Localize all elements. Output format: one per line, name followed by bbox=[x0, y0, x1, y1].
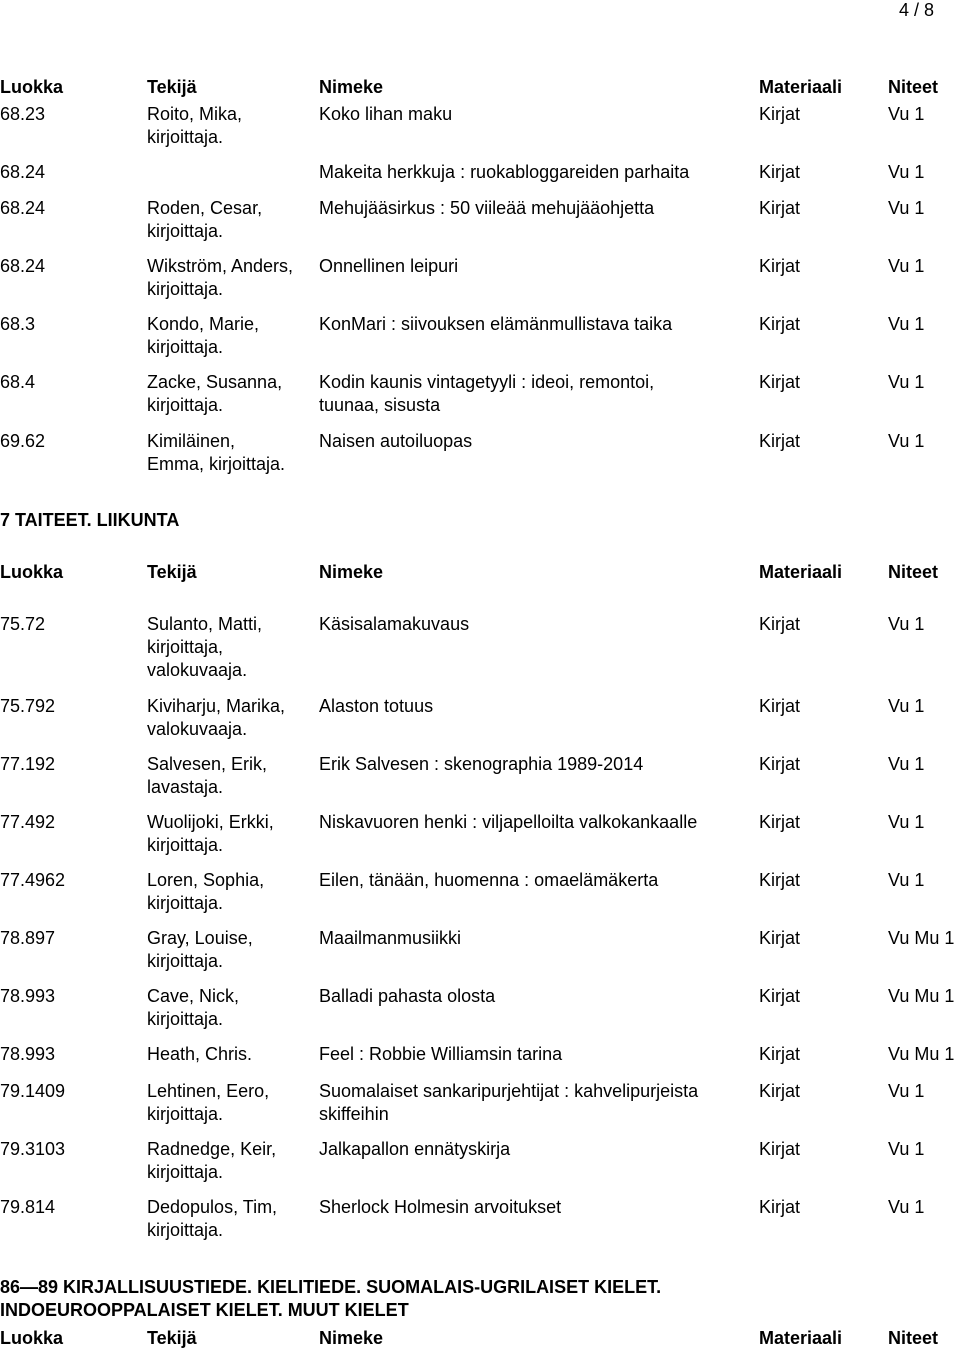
luokka-cell: 68.4 bbox=[0, 372, 36, 392]
materiaali-cell: Kirjat bbox=[759, 1139, 801, 1159]
materiaali-cell: Kirjat bbox=[759, 1044, 801, 1064]
materiaali-cell: Kirjat bbox=[759, 986, 801, 1006]
table-row bbox=[0, 811, 960, 859]
table-row bbox=[0, 613, 960, 683]
niteet-cell: Vu 1 bbox=[888, 812, 925, 832]
tekija-cell: Zacke, Susanna, bbox=[147, 372, 283, 392]
nimeke-cell: Naisen autoiluopas bbox=[319, 431, 473, 451]
tekija-cell: kirjoittaja. bbox=[147, 951, 224, 971]
materiaali-cell: Kirjat bbox=[759, 1081, 801, 1101]
niteet-cell: Vu 1 bbox=[888, 1139, 925, 1159]
tekija-cell: Wikström, Anders, bbox=[147, 256, 294, 276]
luokka-cell: 79.814 bbox=[0, 1197, 56, 1217]
nimeke-cell: KonMari : siivouksen elämänmullistava taika bbox=[319, 314, 673, 334]
tekija-cell: Cave, Nick, bbox=[147, 986, 240, 1006]
tekija-cell: Radnedge, Keir, bbox=[147, 1139, 277, 1159]
luokka-cell: 68.3 bbox=[0, 314, 36, 334]
nimeke-cell: Maailmanmusiikki bbox=[319, 928, 462, 948]
tekija-cell: Salvesen, Erik, bbox=[147, 754, 268, 774]
tekija-cell: kirjoittaja. bbox=[147, 1009, 224, 1029]
luokka-cell: 77.192 bbox=[0, 754, 56, 774]
niteet-cell: Vu Mu 1 bbox=[888, 1044, 955, 1064]
materiaali-cell: Kirjat bbox=[759, 104, 801, 124]
nimeke-cell: Koko lihan maku bbox=[319, 104, 453, 124]
tekija-cell: valokuvaaja. bbox=[147, 660, 248, 680]
header-niteet: Niteet bbox=[888, 77, 939, 97]
tekija-cell: kirjoittaja. bbox=[147, 127, 224, 147]
materiaali-cell: Kirjat bbox=[759, 198, 801, 218]
luokka-cell: 78.993 bbox=[0, 1044, 56, 1064]
tekija-cell: Roito, Mika, bbox=[147, 104, 243, 124]
nimeke-cell: Jalkapallon ennätyskirja bbox=[319, 1139, 511, 1159]
header-luokka: Luokka bbox=[0, 562, 64, 582]
section-title: 7 TAITEET. LIIKUNTA bbox=[0, 510, 180, 530]
tekija-cell: kirjoittaja. bbox=[147, 1162, 224, 1182]
tekija-cell: Kimiläinen, bbox=[147, 431, 236, 451]
header-tekija: Tekijä bbox=[147, 77, 197, 97]
table-row bbox=[0, 1043, 960, 1069]
tekija-cell: Kondo, Marie, bbox=[147, 314, 260, 334]
section-title: 86—89 KIRJALLISUUSTIEDE. KIELITIEDE. SUOMALAIS-UGRILAISET KIELET. bbox=[0, 1277, 662, 1297]
niteet-cell: Vu 1 bbox=[888, 104, 925, 124]
materiaali-cell: Kirjat bbox=[759, 928, 801, 948]
table-row bbox=[0, 255, 960, 303]
materiaali-cell: Kirjat bbox=[759, 372, 801, 392]
table-row bbox=[0, 103, 960, 151]
luokka-cell: 69.62 bbox=[0, 431, 46, 451]
header-materiaali: Materiaali bbox=[759, 562, 843, 582]
nimeke-cell: Sherlock Holmesin arvoitukset bbox=[319, 1197, 562, 1217]
luokka-cell: 77.4962 bbox=[0, 870, 66, 890]
tekija-cell: kirjoittaja. bbox=[147, 835, 224, 855]
niteet-cell: Vu 1 bbox=[888, 256, 925, 276]
tekija-cell: kirjoittaja. bbox=[147, 221, 224, 241]
materiaali-cell: Kirjat bbox=[759, 431, 801, 451]
nimeke-cell: Käsisalamakuvaus bbox=[319, 614, 470, 634]
tekija-cell: Roden, Cesar, bbox=[147, 198, 263, 218]
table-row bbox=[0, 371, 960, 419]
luokka-cell: 68.24 bbox=[0, 162, 46, 182]
nimeke-cell: Onnellinen leipuri bbox=[319, 256, 459, 276]
niteet-cell: Vu 1 bbox=[888, 754, 925, 774]
tekija-cell: kirjoittaja. bbox=[147, 1104, 224, 1124]
table-row bbox=[0, 985, 960, 1033]
nimeke-cell: Erik Salvesen : skenographia 1989-2014 bbox=[319, 754, 644, 774]
luokka-cell: 79.1409 bbox=[0, 1081, 66, 1101]
tekija-cell: Heath, Chris. bbox=[147, 1044, 253, 1064]
niteet-cell: Vu 1 bbox=[888, 431, 925, 451]
header-nimeke: Nimeke bbox=[319, 562, 384, 582]
materiaali-cell: Kirjat bbox=[759, 614, 801, 634]
table-row bbox=[0, 1196, 960, 1244]
nimeke-cell: Feel : Robbie Williamsin tarina bbox=[319, 1044, 563, 1064]
header-tekija: Tekijä bbox=[147, 562, 197, 582]
niteet-cell: Vu 1 bbox=[888, 198, 925, 218]
nimeke-cell: Suomalaiset sankaripurjehtijat : kahvelipurjeista bbox=[319, 1081, 699, 1101]
nimeke-cell: Kodin kaunis vintagetyyli : ideoi, remontoi, bbox=[319, 372, 655, 392]
materiaali-cell: Kirjat bbox=[759, 314, 801, 334]
header-materiaali: Materiaali bbox=[759, 77, 843, 97]
header-niteet: Niteet bbox=[888, 1328, 939, 1348]
materiaali-cell: Kirjat bbox=[759, 754, 801, 774]
table-row bbox=[0, 313, 960, 361]
luokka-cell: 78.897 bbox=[0, 928, 56, 948]
nimeke-cell: Niskavuoren henki : viljapelloilta valkokankaalle bbox=[319, 812, 698, 832]
header-luokka: Luokka bbox=[0, 77, 64, 97]
tekija-cell: Gray, Louise, bbox=[147, 928, 253, 948]
table-row bbox=[0, 869, 960, 917]
tekija-cell: lavastaja. bbox=[147, 777, 224, 797]
luokka-cell: 77.492 bbox=[0, 812, 56, 832]
materiaali-cell: Kirjat bbox=[759, 870, 801, 890]
table-row bbox=[0, 1138, 960, 1186]
nimeke-cell: tuunaa, sisusta bbox=[319, 395, 441, 415]
nimeke-cell: Balladi pahasta olosta bbox=[319, 986, 496, 1006]
niteet-cell: Vu 1 bbox=[888, 1081, 925, 1101]
table-row bbox=[0, 430, 960, 478]
table-row bbox=[0, 927, 960, 975]
nimeke-cell: Eilen, tänään, huomenna : omaelämäkerta bbox=[319, 870, 659, 890]
tekija-cell: Loren, Sophia, bbox=[147, 870, 265, 890]
materiaali-cell: Kirjat bbox=[759, 256, 801, 276]
table-row bbox=[0, 695, 960, 743]
niteet-cell: Vu Mu 1 bbox=[888, 928, 955, 948]
niteet-cell: Vu 1 bbox=[888, 870, 925, 890]
table-header bbox=[0, 561, 960, 609]
niteet-cell: Vu 1 bbox=[888, 696, 925, 716]
materiaali-cell: Kirjat bbox=[759, 162, 801, 182]
table-row bbox=[0, 753, 960, 801]
tekija-cell: valokuvaaja. bbox=[147, 719, 248, 739]
materiaali-cell: Kirjat bbox=[759, 812, 801, 832]
table-header bbox=[0, 1327, 960, 1350]
header-nimeke: Nimeke bbox=[319, 77, 384, 97]
niteet-cell: Vu 1 bbox=[888, 314, 925, 334]
tekija-cell: Kiviharju, Marika, bbox=[147, 696, 286, 716]
tekija-cell: kirjoittaja, bbox=[147, 637, 224, 657]
header-materiaali: Materiaali bbox=[759, 1328, 843, 1348]
header-niteet: Niteet bbox=[888, 562, 939, 582]
nimeke-cell: skiffeihin bbox=[319, 1104, 389, 1124]
luokka-cell: 68.23 bbox=[0, 104, 46, 124]
tekija-cell: Dedopulos, Tim, bbox=[147, 1197, 278, 1217]
tekija-cell: Sulanto, Matti, bbox=[147, 614, 263, 634]
tekija-cell: kirjoittaja. bbox=[147, 1220, 224, 1240]
luokka-cell: 75.72 bbox=[0, 614, 46, 634]
tekija-cell: kirjoittaja. bbox=[147, 279, 224, 299]
table-row bbox=[0, 1080, 960, 1128]
tekija-cell: Wuolijoki, Erkki, bbox=[147, 812, 274, 832]
tekija-cell: kirjoittaja. bbox=[147, 893, 224, 913]
page-number: 4 / 8 bbox=[898, 0, 934, 20]
nimeke-cell: Makeita herkkuja : ruokabloggareiden parhaita bbox=[319, 162, 690, 182]
luokka-cell: 79.3103 bbox=[0, 1139, 66, 1159]
table-row bbox=[0, 197, 960, 245]
tekija-cell: Emma, kirjoittaja. bbox=[147, 454, 286, 474]
tekija-cell: Lehtinen, Eero, bbox=[147, 1081, 270, 1101]
tekija-cell: kirjoittaja. bbox=[147, 337, 224, 357]
nimeke-cell: Alaston totuus bbox=[319, 696, 434, 716]
niteet-cell: Vu 1 bbox=[888, 162, 925, 182]
header-tekija: Tekijä bbox=[147, 1328, 197, 1348]
luokka-cell: 75.792 bbox=[0, 696, 56, 716]
section-title: INDOEUROOPPALAISET KIELET. MUUT KIELET bbox=[0, 1300, 409, 1320]
materiaali-cell: Kirjat bbox=[759, 696, 801, 716]
luokka-cell: 68.24 bbox=[0, 256, 46, 276]
materiaali-cell: Kirjat bbox=[759, 1197, 801, 1217]
nimeke-cell: Mehujääsirkus : 50 viileää mehujääohjetta bbox=[319, 198, 655, 218]
header-luokka: Luokka bbox=[0, 1328, 64, 1348]
niteet-cell: Vu 1 bbox=[888, 1197, 925, 1217]
luokka-cell: 68.24 bbox=[0, 198, 46, 218]
header-nimeke: Nimeke bbox=[319, 1328, 384, 1348]
tekija-cell: kirjoittaja. bbox=[147, 395, 224, 415]
niteet-cell: Vu 1 bbox=[888, 372, 925, 392]
niteet-cell: Vu 1 bbox=[888, 614, 925, 634]
niteet-cell: Vu Mu 1 bbox=[888, 986, 955, 1006]
luokka-cell: 78.993 bbox=[0, 986, 56, 1006]
